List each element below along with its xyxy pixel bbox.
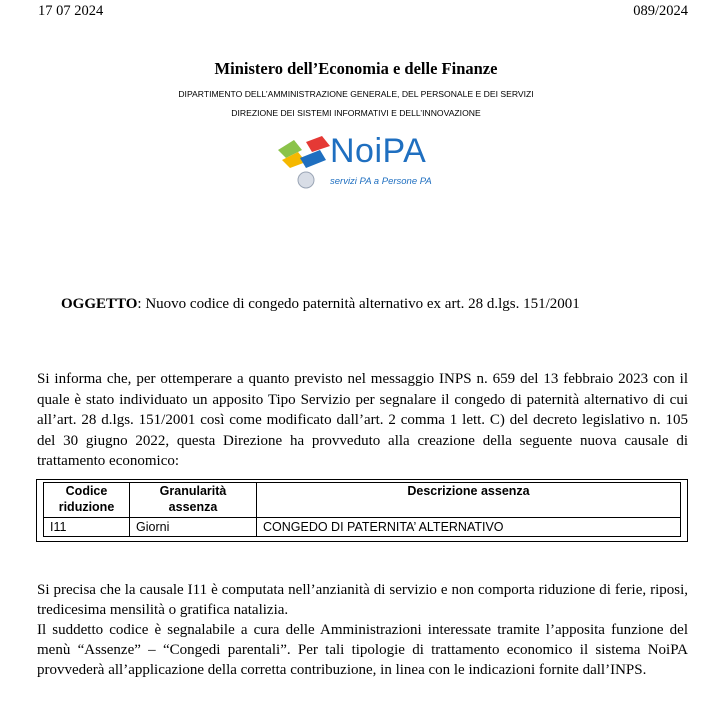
subject-text: : Nuovo codice di congedo paternità alternativo ex art. 28 d.lgs. 151/2001: [137, 296, 580, 312]
header-codice-riduzione: Codice riduzione: [44, 483, 130, 518]
document-date: 17 07 2024: [38, 3, 104, 19]
logo-wordmark: NoiPA: [330, 132, 427, 170]
noipa-logo: [276, 132, 466, 196]
closing-paragraph-1: Si precisa che la causale I11 è computata nell’anzianità di servizio e non comporta riduzione di ferie, riposi, tredicesima mensilità o gratifica natalizia.: [37, 582, 688, 618]
closing-text: [37, 580, 688, 680]
closing-paragraph-2: Il suddetto codice è segnalabile a cura delle Amministrazioni interessate tramite l’apposita funzione del menù “Assenze” – “Congedi parentali”. Per tali tipologie di trattamento economico il sistema NoiPA provvederà all’applicazione della corretta contribuzione, in linea con le indicazioni fornite dall’INPS.: [37, 622, 688, 678]
header-granularita: Granularità assenza: [130, 483, 257, 518]
ministry-title: Ministero dell’Economia e delle Finanze: [214, 59, 498, 78]
cell-granularita: Giorni: [130, 518, 257, 537]
cell-descrizione: CONGEDO DI PATERNITA’ ALTERNATIVO: [257, 518, 681, 537]
table-row: [44, 518, 681, 537]
table-header-row: [44, 483, 681, 518]
intro-paragraph: Si informa che, per ottemperare a quanto previsto nel messaggio INPS n. 659 del 13 febbraio 2023 con il quale è stato individuato un apposito Tipo Servizio per segnalare il congedo di paternità alternativo di cui all’art. 28 d.lgs. 151/2001 così come modificato dall’art. 2 comma 1 lett. C) del decreto legislativo n. 105 del 30 giugno 2022, questa Direzione ha provveduto alla creazione della seguente nuova causale di trattamento economico:: [37, 371, 688, 469]
directorate-name: DIREZIONE DEI SISTEMI INFORMATIVI E DELL’INNOVAZIONE: [231, 108, 481, 118]
cell-codice: I11: [44, 518, 130, 537]
logo-tagline: servizi PA a Persone PA: [330, 176, 432, 187]
subject-line: [61, 296, 580, 313]
document-number: 089/2024: [633, 3, 688, 19]
table-frame: [36, 479, 688, 542]
noipa-mark-icon: [276, 136, 332, 192]
department-name: DIPARTIMENTO DELL’AMMINISTRAZIONE GENERALE, DEL PERSONALE E DEI SERVIZI: [178, 89, 534, 99]
header-descrizione: Descrizione assenza: [257, 483, 681, 518]
causale-table: [43, 482, 681, 537]
subject-label: OGGETTO: [61, 296, 138, 312]
